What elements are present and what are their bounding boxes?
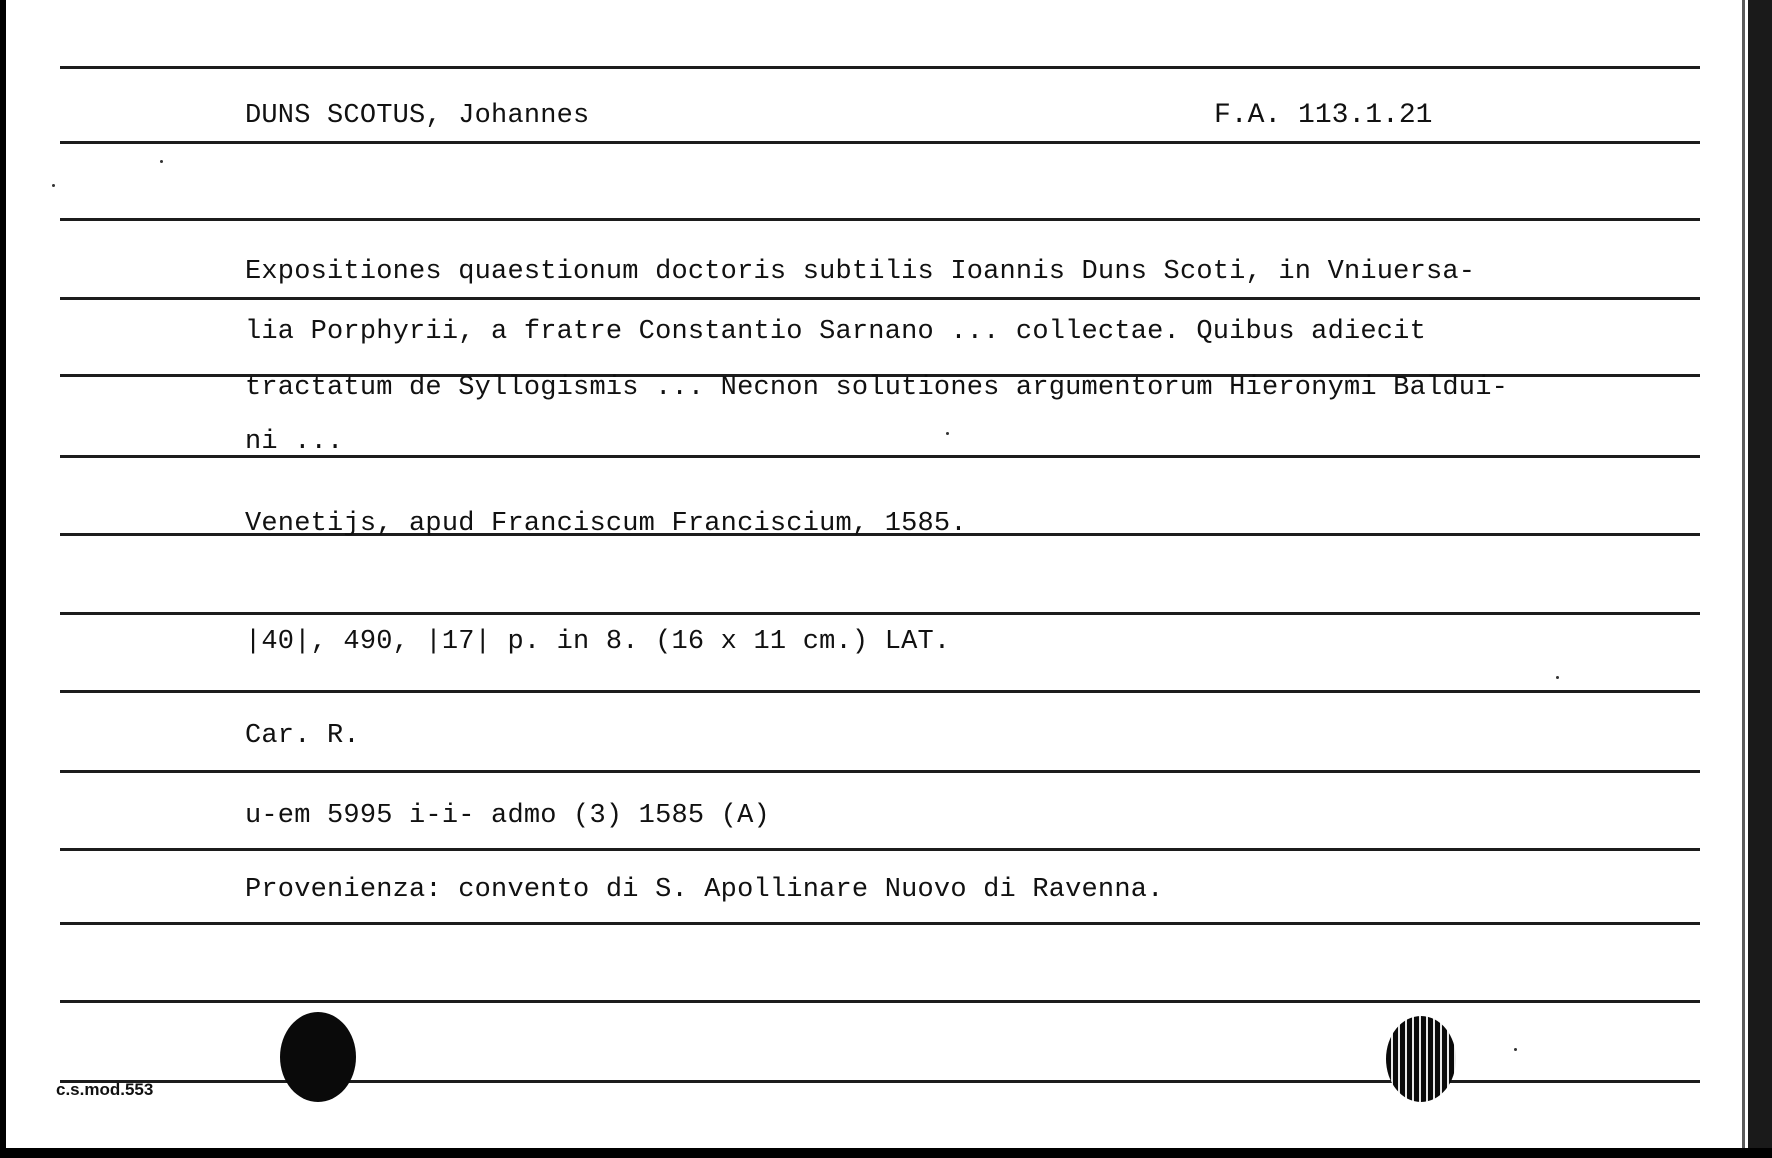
dust-speck	[160, 160, 163, 163]
ruled-line	[60, 848, 1700, 851]
title-line-4: ni ...	[245, 427, 344, 457]
title-line-2: lia Porphyrii, a fratre Constantio Sarnano ... collectae. Quibus adiecit	[245, 317, 1426, 347]
ruled-line	[60, 141, 1700, 144]
title-line-1: Expositiones quaestionum doctoris subtilis Ioannis Duns Scoti, in Vniuersa-	[245, 257, 1476, 287]
form-code: c.s.mod.553	[56, 1080, 154, 1099]
ruled-line	[60, 612, 1700, 615]
scan-edge-right	[1748, 0, 1772, 1158]
ruled-line	[60, 690, 1700, 693]
ruled-line	[60, 218, 1700, 221]
scan-edge-left	[0, 0, 6, 1158]
provenance: Provenienza: convento di S. Apollinare Nuovo di Ravenna.	[245, 875, 1164, 905]
dust-speck	[946, 432, 949, 435]
ruled-line	[60, 297, 1700, 300]
note-car: Car. R.	[245, 721, 360, 751]
imprint: Venetijs, apud Franciscum Franciscium, 1585.	[245, 509, 967, 539]
fingerprint: u-em 5995 i-i- admo (3) 1585 (A)	[245, 801, 770, 831]
scan-edge-right-shadow	[1742, 0, 1745, 1158]
dust-speck	[52, 184, 55, 187]
shelfmark: F.A. 113.1.21	[1214, 100, 1433, 131]
ruled-line	[60, 1000, 1700, 1003]
scan-edge-bottom	[0, 1148, 1772, 1158]
ruled-line	[60, 922, 1700, 925]
physical-description: |40|, 490, |17| p. in 8. (16 x 11 cm.) LAT.	[245, 627, 951, 657]
dust-speck	[1556, 676, 1559, 679]
ruled-line	[60, 770, 1700, 773]
author-heading: DUNS SCOTUS, Johannes	[245, 101, 590, 131]
ruled-line	[60, 66, 1700, 69]
dust-speck	[1514, 1048, 1517, 1051]
title-line-3: tractatum de Syllogismis ... Necnon solutiones argumentorum Hieronymi Baldui-	[245, 373, 1509, 403]
punch-hole-left	[280, 1012, 356, 1102]
punch-hole-right	[1386, 1016, 1456, 1102]
